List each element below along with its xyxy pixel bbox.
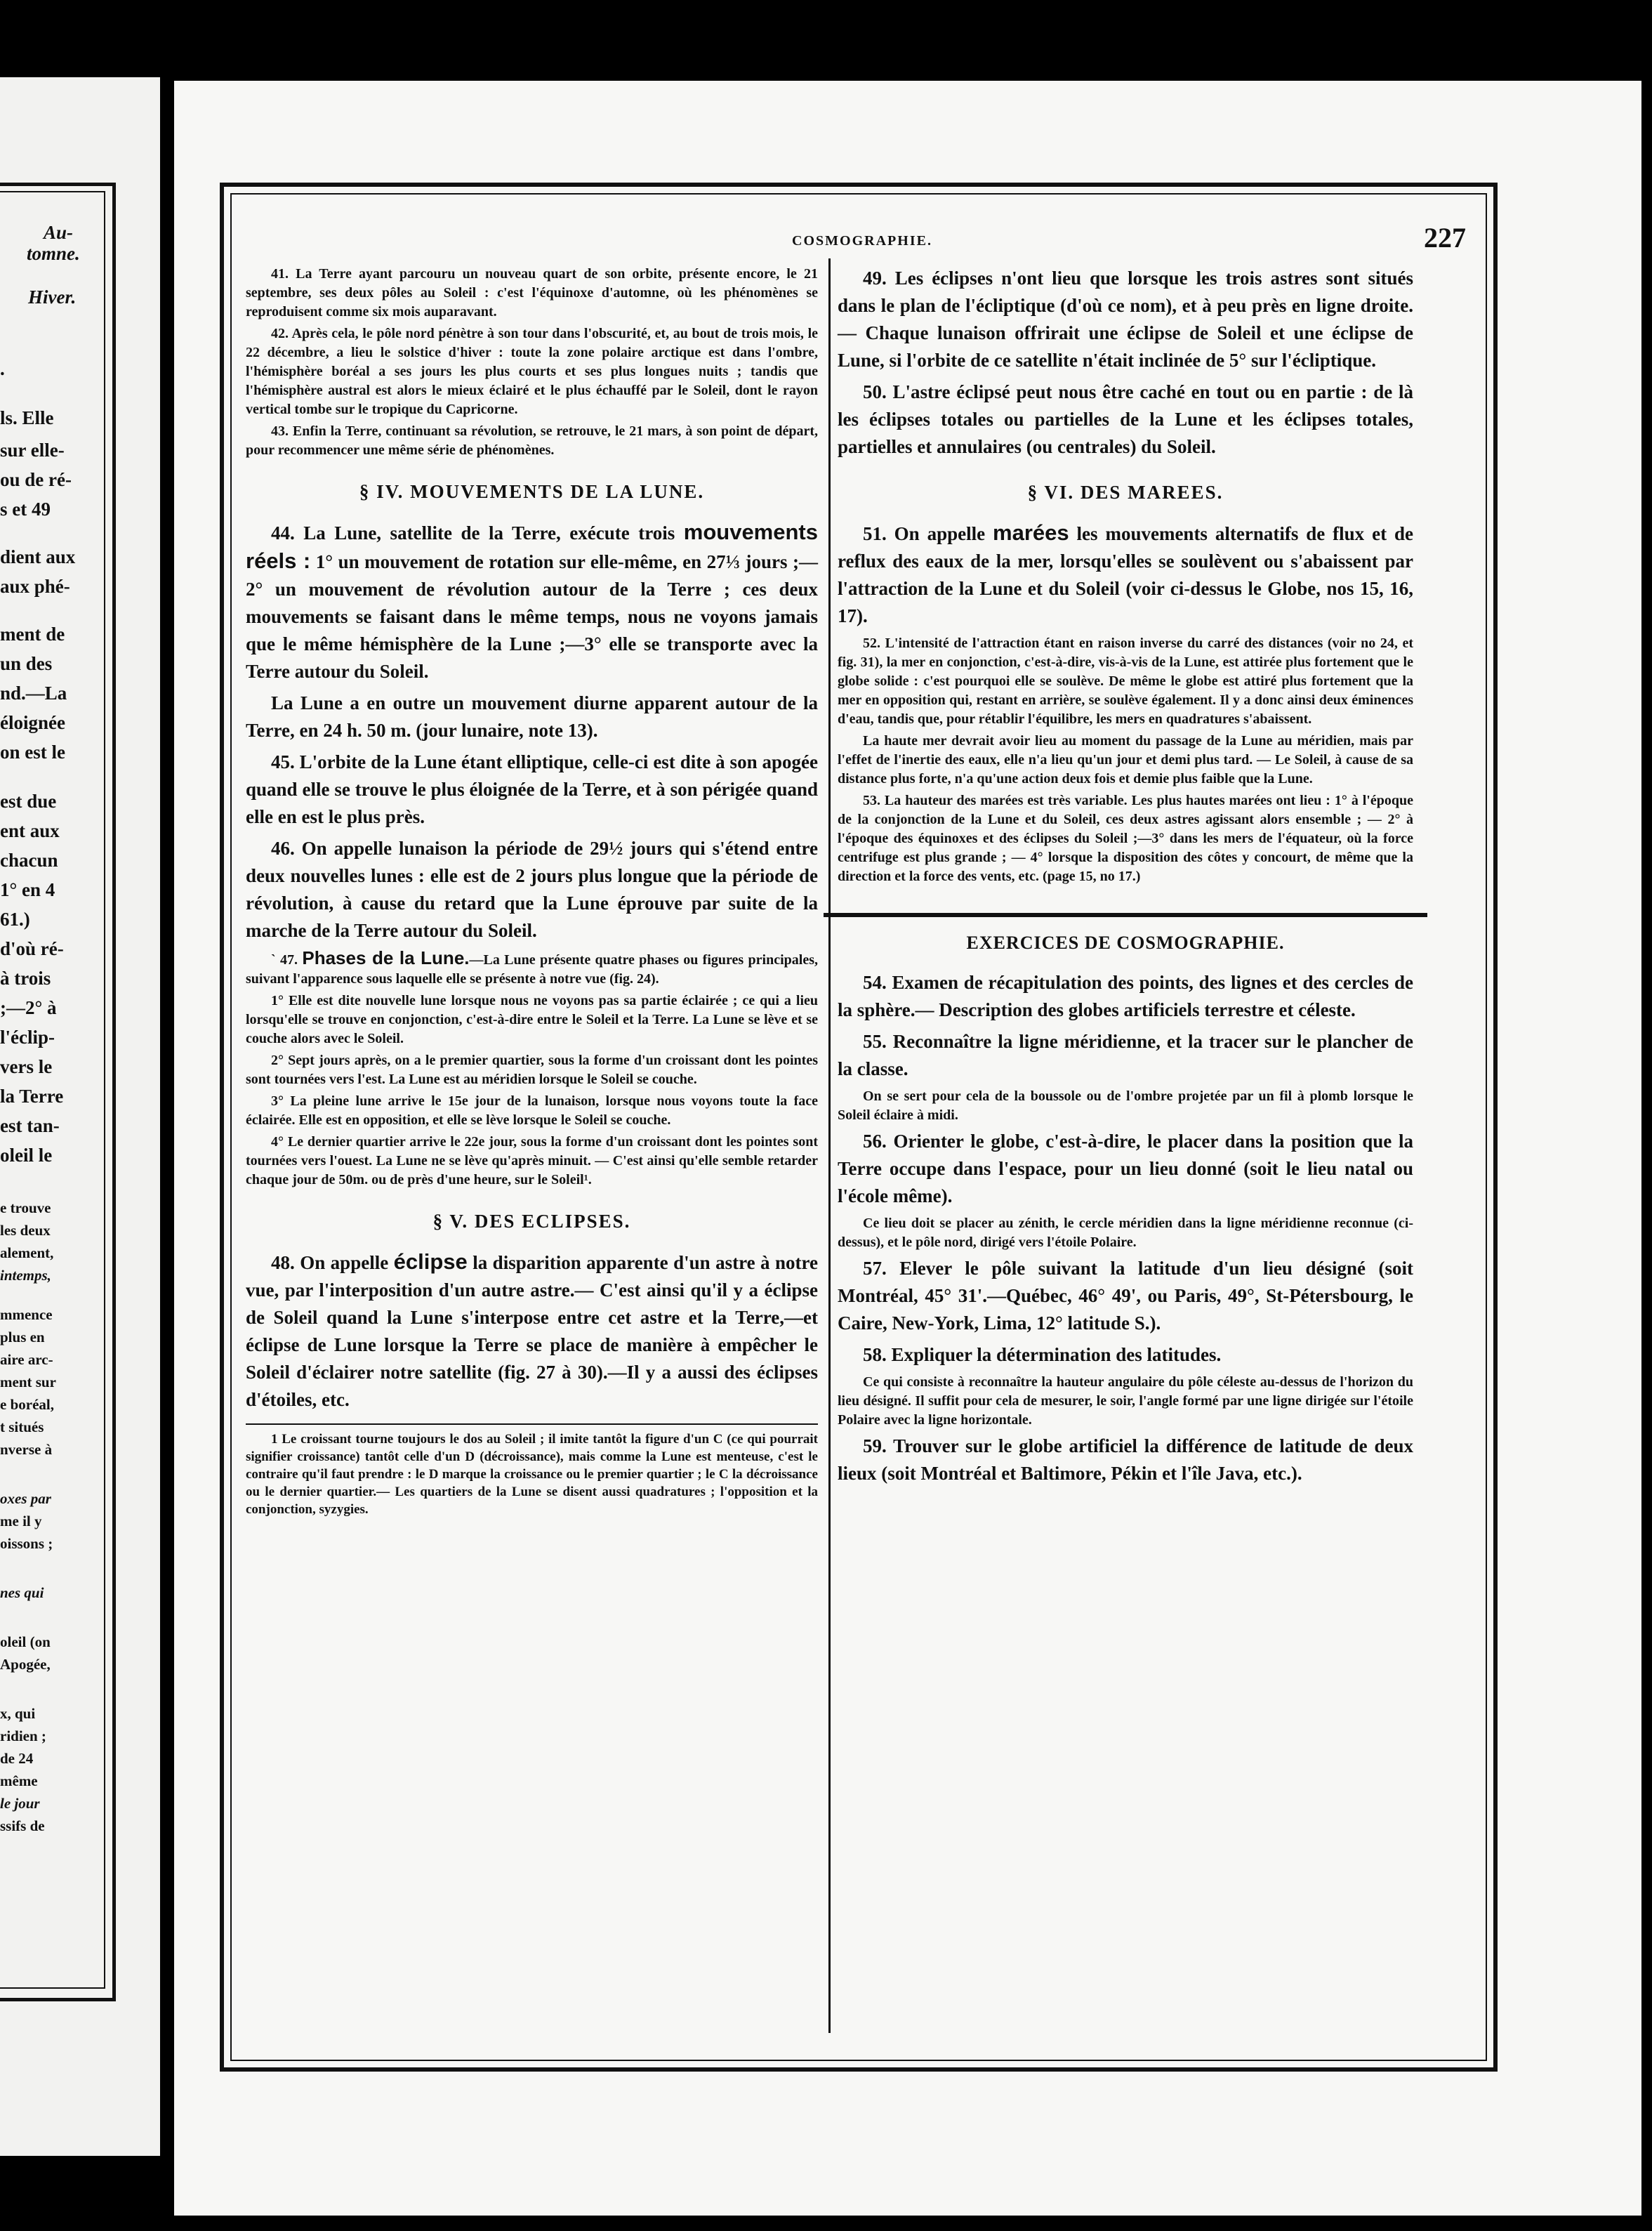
previous-page-line: sur elle- [0, 440, 65, 461]
paragraph-47-item-4: 4° Le dernier quartier arrive le 22e jour, sous la forme d'un croissant dont les pointes sont tournées vers l'ouest. La Lune ne se lève qu'après minuit. — C'est ainsi qu'elle semble retarder chaque jour de 50m. ou de près d'une heure, sur le Soleil¹. [246, 1134, 818, 1187]
exercises-rule [824, 913, 1427, 917]
previous-page-line: nes qui [0, 1584, 44, 1601]
previous-page-line: ls. Elle [0, 407, 54, 428]
paragraph-48-intro: 48. On appelle [271, 1252, 389, 1273]
paragraph-51 [838, 519, 1413, 630]
paragraph-48-body: la disparition apparente d'un astre à notre vue, par l'interposition d'un autre astre.— C'est ainsi qu'il y a éclipse de Soleil quand la Lune s'interpose entre cet astre et la Terre,—et éclipse de Lune lorsque la Terre se place de manière à empêcher le Soleil d'éclairer notre satellite (fig. 27 à 30).—Il y a aussi des éclipses d'étoiles, etc. [246, 1252, 818, 1410]
previous-page-line: t situés [0, 1419, 44, 1435]
previous-page-line: ent aux [0, 820, 60, 841]
previous-page-line: tomne. [27, 243, 80, 264]
previous-page-line: oissons ; [0, 1535, 53, 1552]
previous-page-line: un des [0, 653, 53, 674]
paragraph-47-item-3: 3° La pleine lune arrive le 15e jour de la lunaison, lorsque nous voyons toute la face éclairée. Elle est en opposition, et elle se lève lorsque le Soleil se couche. [246, 1093, 818, 1128]
previous-page-line: la Terre [0, 1086, 64, 1107]
previous-page-line: . [0, 358, 5, 379]
previous-page-line: Au- [44, 222, 74, 243]
exercise-56-note: Ce lieu doit se placer au zénith, le cercle méridien dans la ligne méridienne reconnue (ci-dessus), et le pôle nord, dirigé vers l'étoile Polaire. [838, 1216, 1413, 1250]
paragraph-44-intro: 44. La Lune, satellite de la Terre, exécute trois [271, 522, 675, 544]
previous-page-line: Hiver. [28, 287, 77, 308]
page-number: 227 [1424, 222, 1466, 254]
previous-page-line: oleil (on [0, 1633, 51, 1650]
term-marees: marées [993, 520, 1069, 545]
previous-page-line: ment de [0, 624, 65, 645]
previous-page-line: ou de ré- [0, 469, 72, 490]
exercise-57: 57. Elever le pôle suivant la latitude d'un lieu désigné (soit Montréal, 45° 31'.—Québec, 46° 49', ou Paris, 49°, St-Pétersbourg, le Caire, New-York, Lima, 12° latitude S.). [838, 1258, 1413, 1334]
previous-page-line: plus en [0, 1329, 45, 1345]
previous-page-line: mmence [0, 1306, 53, 1323]
exercises-heading: EXERCICES DE COSMOGRAPHIE. [966, 933, 1285, 953]
previous-page-line: e trouve [0, 1199, 51, 1216]
section-heading-vi: § VI. DES MAREES. [1027, 482, 1224, 503]
paragraph-43: 43. Enfin la Terre, continuant sa révolution, se retrouve, le 21 mars, à son point de départ, pour recommencer une même série de phénomènes. [246, 423, 818, 458]
previous-page-line: d'où ré- [0, 938, 64, 959]
paragraph-47 [246, 949, 818, 989]
exercise-56: 56. Orienter le globe, c'est-à-dire, le placer dans la position que la Terre occupe dans l'espace, pour un lieu donné (soit le lieu natal ou l'école même). [838, 1131, 1413, 1206]
previous-page-line: à trois [0, 968, 51, 989]
previous-page-line: s et 49 [0, 499, 51, 520]
paragraph-44-continued: La Lune a en outre un mouvement diurne apparent autour de la Terre, en 24 h. 50 m. (jour lunaire, note 13). [246, 692, 818, 741]
exercise-58-note: Ce qui consiste à reconnaître la hauteur angulaire du pôle céleste au-dessus de l'horizon du lieu désigné. Il suffit pour cela de mesurer, le soir, l'angle formé par une ligne dirigée sur l'étoile Polaire avec la ligne horizontale. [838, 1374, 1413, 1428]
previous-page-line: oxes par [0, 1490, 51, 1507]
previous-page-line: chacun [0, 850, 58, 871]
exercise-54: 54. Examen de récapitulation des points, des lignes et des cercles de la sphère.— Description des globes artificiels terrestre et céleste. [838, 972, 1413, 1020]
previous-page-line: aux phé- [0, 576, 70, 597]
paragraph-42: 42. Après cela, le pôle nord pénètre à son tour dans l'obscurité, et, au bout de trois mois, le 22 décembre, a lieu le solstice d'hiver : toute la zone polaire arctique est dans l'ombre, l'hémisphère boréal a ses jours les plus courts et ses plus longues nuits ; tandis que l'hémisphère austral est alors le mieux éclairé et le plus échauffé par le Soleil, dont le rayon vertical tombe sur le tropique du Capricorne. [246, 326, 818, 417]
paragraph-49: 49. Les éclipses n'ont lieu que lorsque les trois astres sont situés dans le plan de l'écliptique (d'où ce nom), et à peu près en ligne droite. — Chaque lunaison offrirait une éclipse de Soleil et une éclipse de Lune, si l'orbite de ce satellite n'était inclinée de 5° sur l'écliptique. [838, 268, 1413, 371]
paragraph-52: 52. L'intensité de l'attraction étant en raison inverse du carré des distances (voir no 24, et fig. 31), la mer en conjonction, c'est-à-dire, vis-à-vis de la Lune, est attirée plus fortement que le globe solide : c'est pourquoi elle se soulève. De même le globe est attiré plus fortement que la mer en opposition qui, restant en arrière, se soulève également. Il y a donc ainsi deux éminences d'eau, tandis que, pour rétablir l'équilibre, les mers en quadratures s'abaissent. [838, 636, 1413, 727]
paragraph-44 [246, 518, 818, 685]
previous-page-line: les deux [0, 1222, 51, 1239]
column-divider [828, 258, 831, 2033]
previous-page-line: x, qui [0, 1705, 36, 1722]
previous-page-line: de 24 [0, 1750, 34, 1767]
paragraph-44-body: 1° un mouvement de rotation sur elle-même, en 27⅓ jours ;— 2° un mouvement de révolution autour de la Terre ; ces deux mouvements se faisant dans le même temps, nous ne voyons jamais que le même hémisphère de la Lune ;—3° elle se transporte avec la Terre autour du Soleil. [246, 551, 818, 682]
paragraph-50: 50. L'astre éclipsé peut nous être caché en tout ou en partie : de là les éclipses totales ou partielles de la Lune et les éclipses totales, partielles et annulaires (ou centrales) du Soleil. [838, 381, 1413, 457]
exercise-59: 59. Trouver sur le globe artificiel la différence de latitude de deux lieux (soit Montréal et Baltimore, Pékin et l'île Java, etc.). [838, 1435, 1413, 1484]
exercise-55-note: On se sert pour cela de la boussole ou de l'ombre projetée par un fil à plomb lorsque le Soleil éclaire à midi. [838, 1088, 1413, 1123]
previous-page-line: nd.—La [0, 683, 67, 704]
previous-page-line: me il y [0, 1513, 42, 1529]
previous-page-line: l'éclip- [0, 1027, 55, 1048]
previous-page-line: le jour [0, 1795, 40, 1812]
previous-page-line: Apogée, [0, 1656, 51, 1673]
previous-page-line: même [0, 1772, 38, 1789]
previous-page-fragment [0, 77, 160, 2156]
term-phases-de-la-lune: Phases de la Lune. [302, 947, 470, 968]
previous-page-line: e boréal, [0, 1396, 54, 1413]
previous-page-line: vers le [0, 1056, 53, 1077]
previous-page-line: nverse à [0, 1441, 53, 1458]
paragraph-41: 41. La Terre ayant parcouru un nouveau quart de son orbite, présente encore, le 21 septembre, ses deux pôles au Soleil : c'est l'équinoxe d'automne, où les phénomènes se reproduisent comme six mois auparavant. [246, 266, 818, 320]
running-head: COSMOGRAPHIE. [792, 233, 932, 249]
previous-page-line: éloignée [0, 712, 65, 733]
paragraph-47-number: ` 47. [271, 952, 298, 968]
paragraph-47-item-1: 1° Elle est dite nouvelle lune lorsque nous ne voyons pas sa partie éclairée ; ce qui a lieu lorsqu'elle se trouve en conjonction, c'est-à-dire entre le Soleil et la Terre. La Lune se lève et se couche alors avec le Soleil. [246, 993, 818, 1046]
previous-page-line: ridien ; [0, 1727, 46, 1744]
paragraph-53: 53. La hauteur des marées est très variable. Les plus hautes marées ont lieu : 1° à l'époque de la conjonction de la Lune et du Soleil, ces deux astres agissant alors ensemble ; — 2° à l'époque des équinoxes et des éclipses du Soleil ;—3° dans les mers de l'équateur, où la force centrifuge est plus grande ; — 4° lorsque la disposition des côtes y concourt, de même que la direction et la force des vents, etc. (page 15, no 17.) [838, 793, 1413, 884]
footnote-rule [246, 1423, 818, 1425]
paragraph-51-intro: 51. On appelle [863, 523, 986, 544]
exercise-55: 55. Reconnaître la ligne méridienne, et la tracer sur le plancher de la classe. [838, 1031, 1413, 1079]
section-heading-v: § V. DES ECLIPSES. [432, 1211, 631, 1232]
previous-page-line: 61.) [0, 909, 30, 930]
paragraph-48 [246, 1248, 818, 1414]
right-column [838, 265, 1413, 1492]
paragraph-47-item-2: 2° Sept jours après, on a le premier quartier, sous la forme d'un croissant dont les pointes sont tournées vers l'est. La Lune est au méridien lorsque le Soleil se couche. [246, 1053, 818, 1087]
previous-page-line: ssifs de [0, 1817, 45, 1834]
term-mouvements-reels: mouvements réels : [246, 520, 818, 573]
book-page [174, 81, 1641, 2216]
term-eclipse: éclipse [393, 1249, 468, 1274]
previous-page-line: ment sur [0, 1374, 56, 1390]
previous-page-line: est tan- [0, 1115, 60, 1136]
previous-page-line: alement, [0, 1244, 54, 1261]
paragraph-45: 45. L'orbite de la Lune étant elliptique, celle-ci est dite à son apogée quand elle se trouve le plus éloignée de la Terre, et à son périgée quand elle en est le plus près. [246, 751, 818, 827]
paragraph-52-continued: La haute mer devrait avoir lieu au moment du passage de la Lune au méridien, mais par l'effet de l'inertie des eaux, elle n'a lieu qu'un jour et demi plus tard. — Le Soleil, à cause de sa distance plus forte, n'a qu'une action deux fois et demie plus faible que la Lune. [838, 733, 1413, 787]
previous-page-line: ;—2° à [0, 997, 57, 1018]
previous-page-line: 1° en 4 [0, 879, 55, 900]
paragraph-46: 46. On appelle lunaison la période de 29½ jours qui s'étend entre deux nouvelles lunes : elle est de 2 jours plus longue que la période de révolution, à cause du retard que la Lune éprouve par suite de la marche de la Terre autour du Soleil. [246, 838, 818, 941]
previous-page-line: intemps, [0, 1267, 51, 1284]
previous-page-line: dient aux [0, 546, 76, 567]
paragraph-47-body: —La Lune présente quatre phases ou figures principales, suivant l'apparence sous laquelle elle se présente à notre vue (fig. 24). [246, 952, 818, 987]
previous-page-line: est due [0, 791, 57, 812]
exercise-58: 58. Expliquer la détermination des latitudes. [863, 1344, 1222, 1365]
footnote-1: 1 Le croissant tourne toujours le dos au Soleil ; il imite tantôt la figure d'un C (ce qui pourrait signifier croissance) tantôt celle d'un D (décroissance), mais comme la Lune est menteuse, c'est le contraire qu'il faut prendre : le D marque la croissance ou le premier quartier ; le C la décroissance ou le dernier quartier.— Les quartiers de la Lune se disent aussi quadratures ; l'opposition et la conjonction, syzygies. [246, 1432, 818, 1517]
previous-page-line: on est le [0, 742, 65, 763]
section-heading-iv: § IV. MOUVEMENTS DE LA LUNE. [359, 481, 705, 502]
previous-page-line: aire arc- [0, 1351, 53, 1368]
previous-page-line: oleil le [0, 1145, 53, 1166]
paragraph-51-body: les mouvements alternatifs de flux et de reflux des eaux de la mer, lorsqu'elles se soulèvent ou s'abaissent par l'attraction de la Lune et du Soleil (voir ci-dessus le Globe, nos 15, 16, 17). [838, 523, 1413, 626]
left-column [246, 265, 818, 1518]
